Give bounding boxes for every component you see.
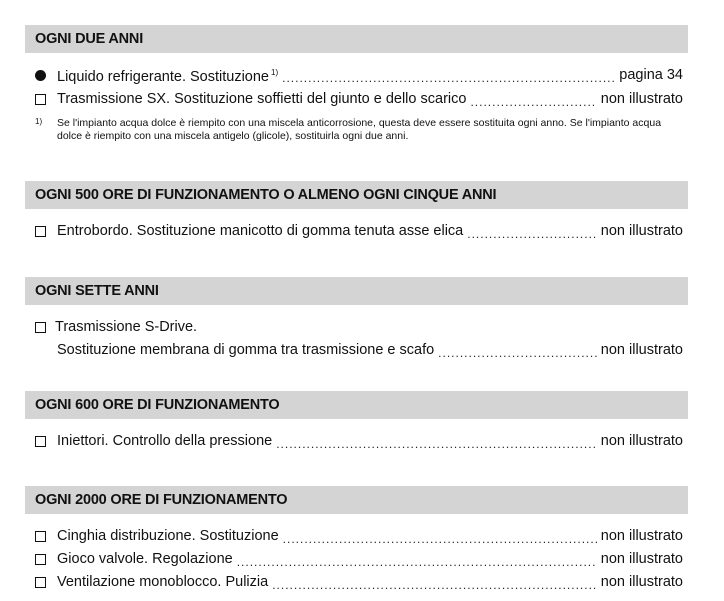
checkbox-icon[interactable]	[35, 226, 46, 237]
list-item	[35, 221, 683, 241]
item-value: non illustrato	[600, 574, 683, 590]
item-value: non illustrato	[600, 91, 683, 107]
item-label: Gioco valvole. Regolazione	[57, 551, 233, 567]
section-header-ogni-2000-ore: OGNI 2000 ORE DI FUNZIONAMENTO	[25, 486, 688, 514]
list-item	[35, 572, 683, 592]
list-item	[35, 526, 683, 546]
bullet-dot-icon	[35, 70, 46, 81]
item-label: Liquido refrigerante. Sostituzione $^{1)}$	[57, 68, 279, 85]
section-header-ogni-600-ore: OGNI 600 ORE DI FUNZIONAMENTO	[25, 391, 688, 419]
footnote-mark: 1)	[35, 117, 43, 126]
item-label: Trasmissione SX. Sostituzione soffietti del giunto e dello scarico	[57, 91, 467, 107]
checkbox-icon[interactable]	[35, 322, 46, 333]
section-header-ogni-500-ore: OGNI 500 ORE DI FUNZIONAMENTO O ALMENO OGNI CINQUE ANNI	[25, 181, 688, 209]
list-item	[35, 549, 683, 569]
section-header-ogni-due-anni: OGNI DUE ANNI	[25, 25, 688, 53]
item-label: Sostituzione membrana di gomma tra trasmissione e scafo	[57, 342, 435, 358]
dot-leader	[276, 434, 597, 451]
item-value: non illustrato	[600, 433, 683, 449]
dot-leader	[272, 575, 597, 592]
item-value: non illustrato	[600, 551, 683, 567]
checkbox-icon[interactable]	[35, 436, 46, 447]
footnote-ref: 1)	[271, 68, 279, 77]
item-value: non illustrato	[600, 342, 683, 358]
section-header-ogni-sette-anni: OGNI SETTE ANNI	[25, 277, 688, 305]
item-label: Entrobordo. Sostituzione manicotto di gomma tenuta asse elica	[57, 223, 464, 239]
list-item	[35, 431, 683, 451]
checkbox-icon[interactable]	[35, 94, 46, 105]
footnote-text: Se l'impianto acqua dolce è riempito con una miscela anticorrosione, questa deve essere sostituita ogni anno. Se l'impianto acqua dolce è riempito con una miscela antigelo (glicole), sostituirla ogni due anni.	[57, 117, 662, 142]
list-item	[35, 317, 683, 337]
item-label: Trasmissione S-Drive.	[55, 319, 198, 335]
item-value: non illustrato	[600, 528, 683, 544]
dot-leader	[438, 343, 597, 360]
dot-leader	[467, 224, 597, 241]
footnote	[35, 117, 687, 143]
item-label: Ventilazione monoblocco. Pulizia	[57, 574, 269, 590]
list-item	[35, 65, 683, 85]
list-item	[35, 340, 683, 360]
item-value: pagina 34	[619, 67, 683, 83]
checkbox-icon[interactable]	[35, 554, 46, 565]
item-value: non illustrato	[600, 223, 683, 239]
checkbox-icon[interactable]	[35, 531, 46, 542]
item-label: Cinghia distribuzione. Sostituzione	[57, 528, 279, 544]
dot-leader	[283, 529, 597, 546]
list-item	[35, 89, 683, 109]
dot-leader	[470, 92, 596, 109]
item-label: Iniettori. Controllo della pressione	[57, 433, 273, 449]
checkbox-icon[interactable]	[35, 577, 46, 588]
dot-leader	[237, 552, 597, 569]
dot-leader	[282, 68, 615, 85]
